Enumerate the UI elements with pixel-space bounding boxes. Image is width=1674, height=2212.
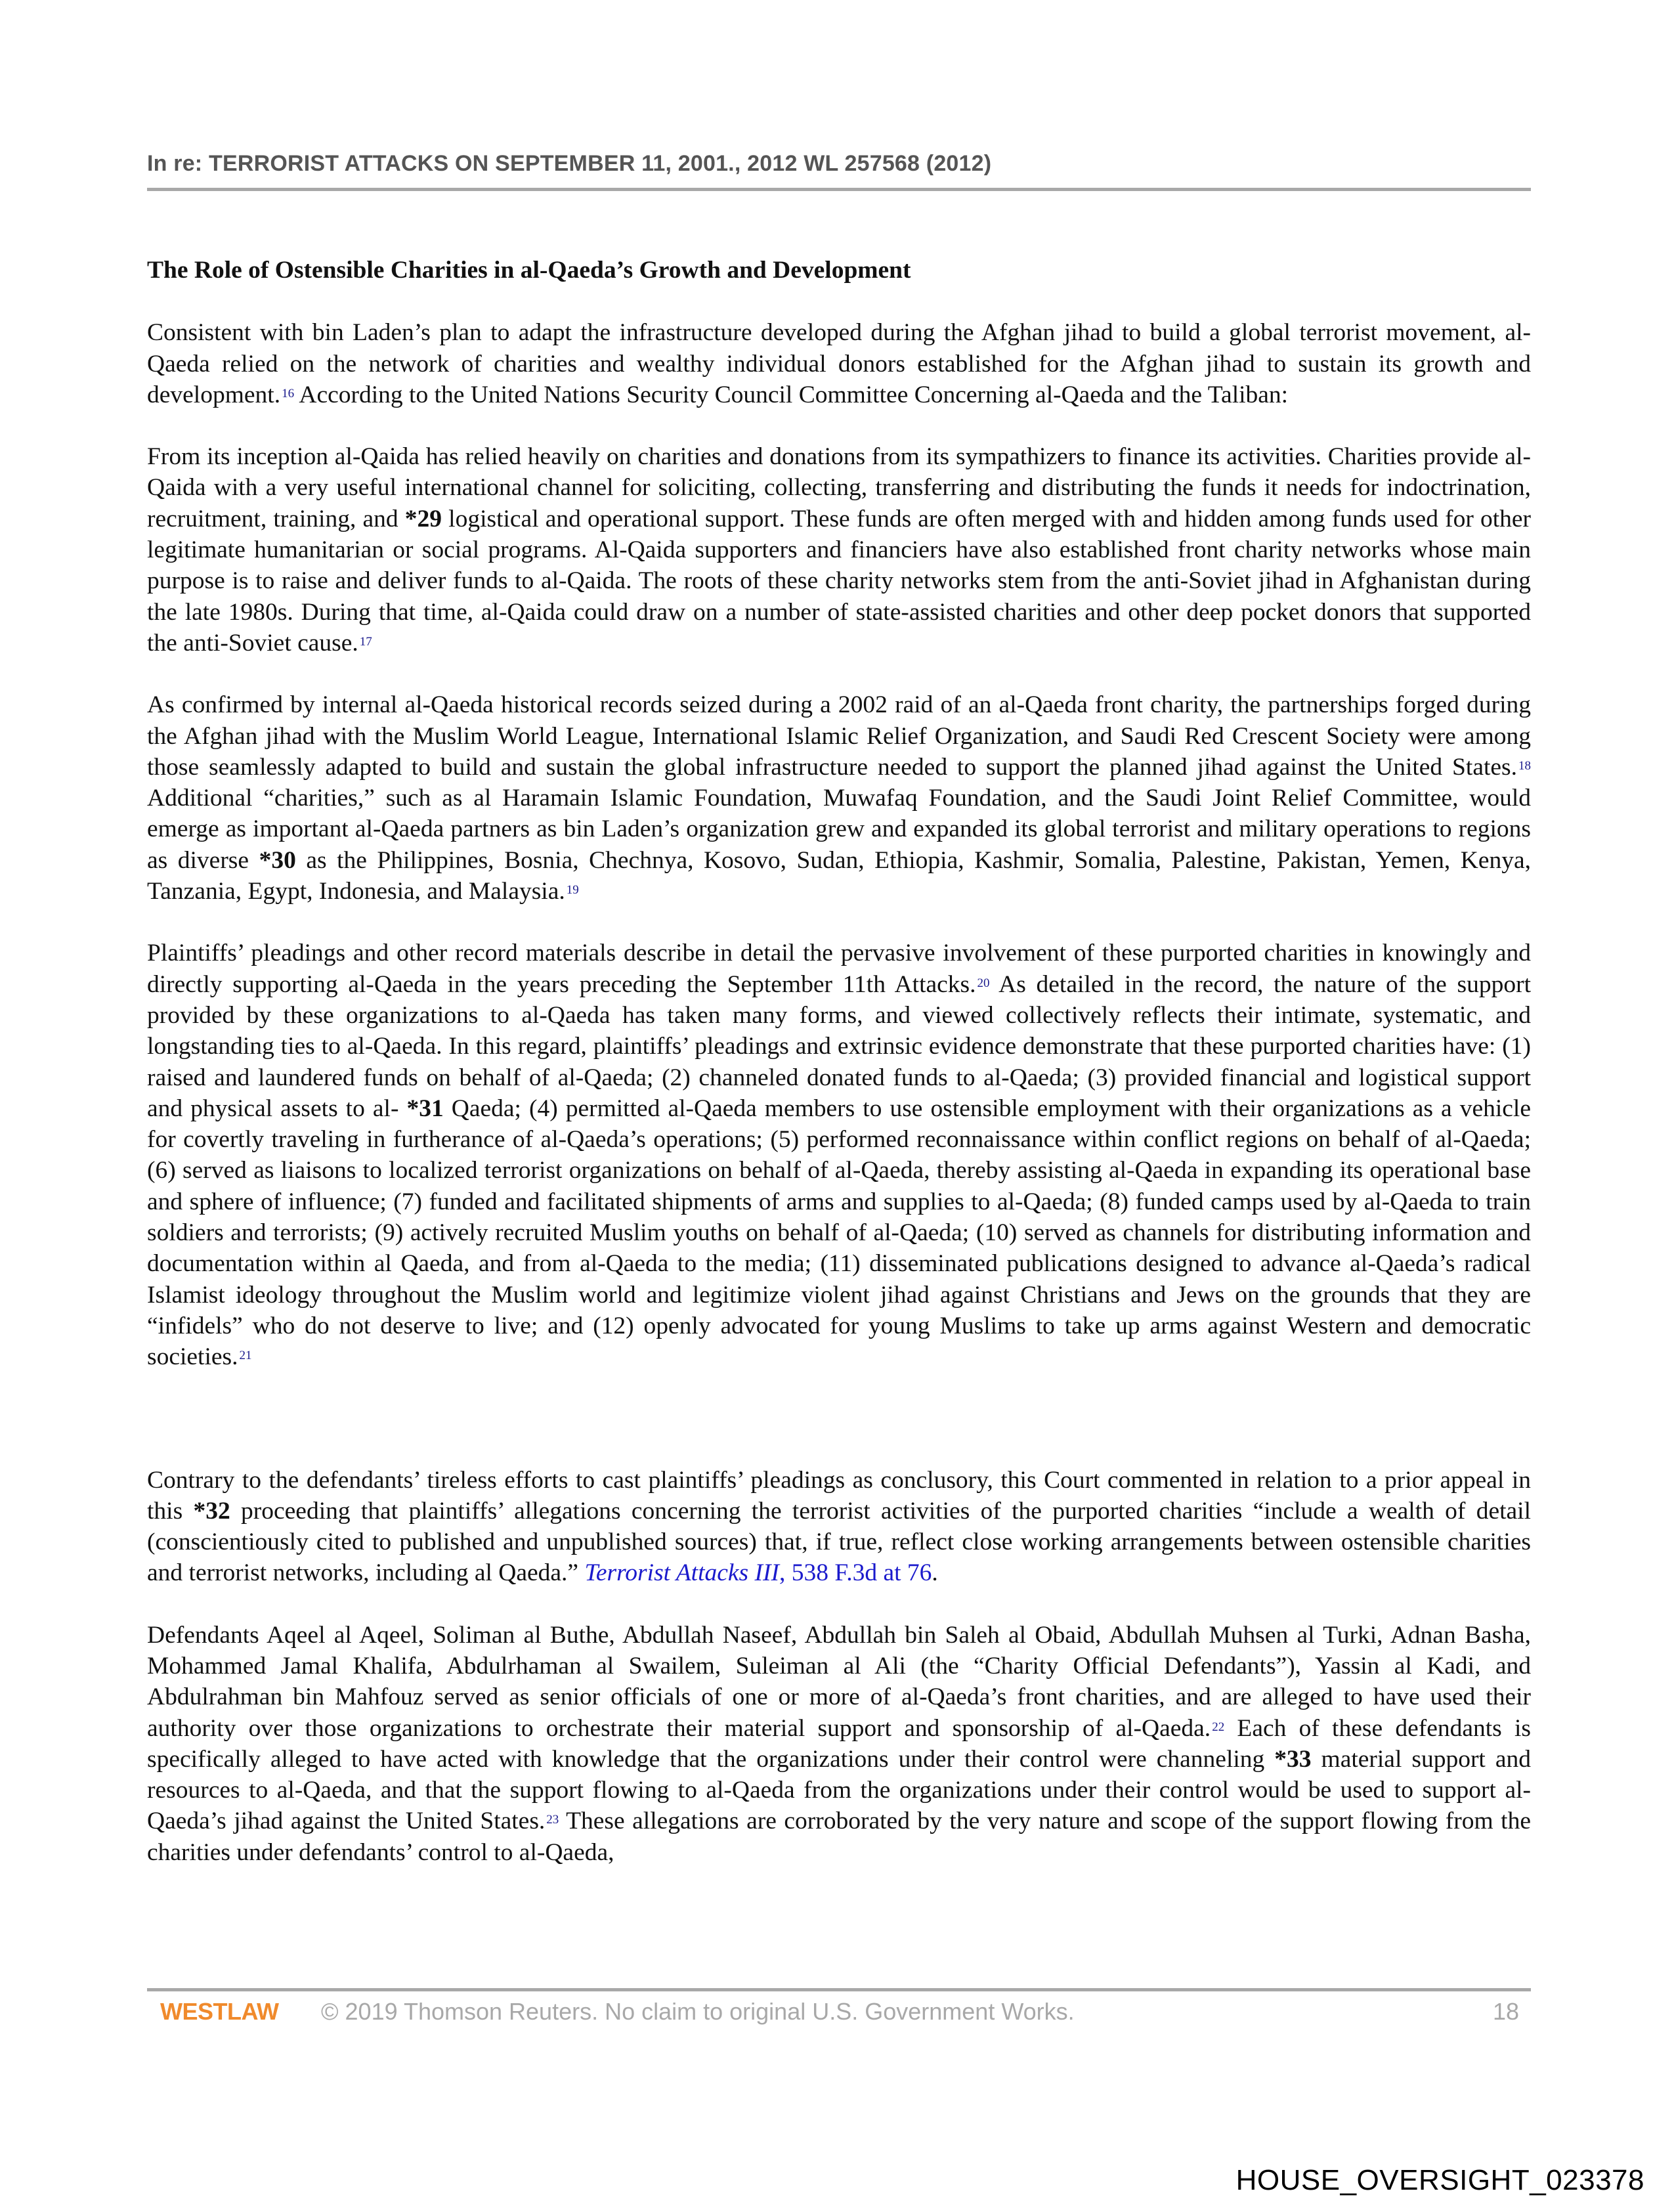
paragraph-3: As confirmed by internal al-Qaeda historical records seized during a 2002 raid of an al-Qaeda front charity, the partnerships forged during the Afghan jihad with the Muslim World League, International Islamic Relief Organization, and Saudi Red Crescent Society were among those seamlessly adapted to build and sustain the global infrastructure needed to support the planned jihad against the United States. $^{18}$ Additional “charities,” such as al Haramain Islamic Foundation, Muwafaq Foundation, and the Saudi Joint Relief Committee, would emerge as important al-Qaeda partners as bin Laden’s organization grew and expanded its global terrorist and military operations to regions as diverse *30 as the Philippines, Bosnia, Chechnya, Kosovo, Sudan, Ethiopia, Kashmir, Somalia, Palestine, Pakistan, Yemen, Kenya, Tanzania, Egypt, Indonesia, and Malaysia. $^{19}$ (147, 691, 1531, 905)
footnote-link-22[interactable]: 22 (1212, 1720, 1225, 1734)
footer-rule (147, 1988, 1531, 1991)
document-body (147, 255, 1531, 1899)
bates-stamp: HOUSE_OVERSIGHT_023378 (1235, 2164, 1644, 2196)
footnote-link-21[interactable]: 21 (239, 1349, 252, 1363)
footnote-link-23[interactable]: 23 (546, 1813, 559, 1827)
footnote-link-16[interactable]: 16 (282, 386, 295, 401)
copyright-notice: © 2019 Thomson Reuters. No claim to original U.S. Government Works. (321, 1998, 1075, 2025)
running-header: In re: TERRORIST ATTACKS ON SEPTEMBER 11, 2001., 2012 WL 257568 (2012) (147, 151, 992, 176)
footnote-link-20[interactable]: 20 (977, 976, 990, 990)
paragraph-5: Contrary to the defendants’ tireless efforts to cast plaintiffs’ pleadings as conclusory, this Court commented in relation to a prior appeal in this *32 proceeding that plaintiffs’ allegations concerning the terrorist activities of the purported charities “include a wealth of detail (conscientiously cited to published and unpublished sources) that, if true, reflect close working arrangements between ostensible charities and terrorist networks, including al Qaeda.” Terrorist Attacks III, 538 F.3d at 76. (147, 1466, 1531, 1587)
paragraph-2-quote: From its inception al-Qaida has relied heavily on charities and donations from its sympathizers to finance its activities. Charities provide al-Qaida with a very useful international channel for soliciting, collecting, transferring and distributing the funds it needs for indoctrination, recruitment, training, and *29 logistical and operational support. These funds are often merged with and hidden among funds used for other legitimate humanitarian or social programs. Al-Qaida supporters and financiers have also established front charity networks whose main purpose is to raise and deliver funds to al-Qaida. The roots of these charity networks stem from the anti-Soviet jihad in Afghanistan during the late 1980s. During that time, al-Qaida could draw on a number of state-assisted charities and other deep pocket donors that supported the anti-Soviet cause. $^{17}$ (147, 443, 1531, 657)
star-page-30: *30 (259, 846, 296, 874)
header-rule (147, 188, 1531, 191)
star-page-32: *32 (193, 1497, 230, 1525)
footnote-link-18[interactable]: 18 (1518, 758, 1531, 773)
citation-link-terrorist-attacks-iii[interactable]: Terrorist Attacks III, 538 F.3d at 76 (584, 1559, 932, 1587)
page-footer (160, 1998, 1519, 2031)
paragraph-4: Plaintiffs’ pleadings and other record materials describe in detail the pervasive involvement of these purported charities in knowingly and directly supporting al-Qaeda in the years preceding the September 11th Attacks. $^{20}$ As detailed in the record, the nature of the support provided by these organizations to al-Qaeda has taken many forms, and viewed collectively reflects their intimate, systematic, and longstanding ties to al-Qaeda. In this regard, plaintiffs’ pleadings and extrinsic evidence demonstrate that these purported charities have: (1) raised and laundered funds on behalf of al-Qaeda; (2) channeled donated funds to al-Qaeda; (3) provided financial and logistical support and physical assets to al- *31 Qaeda; (4) permitted al-Qaeda members to use ostensible employment with their organizations as a vehicle for covertly traveling in furtherance of al-Qaeda’s operations; (5) performed reconnaissance within conflict regions on behalf of al-Qaeda; (6) served as liaisons to localized terrorist organizations on behalf of al-Qaeda, thereby assisting al-Qaeda in expanding its operational base and sphere of influence; (7) funded and facilitated shipments of arms and supplies to al-Qaeda; (8) funded camps used by al-Qaeda to train soldiers and terrorists; (9) actively recruited Muslim youths on behalf of al-Qaeda; (10) served as channels for distributing information and documentation within al Qaeda, and from al-Qaeda to the media; (11) disseminated publications designed to advance al-Qaeda’s radical Islamist ideology throughout the Muslim world and legitimize violent jihad against Christians and Jews on the grounds that they are “infidels” who do not deserve to live; and (12) openly advocated for young Muslims to take up arms against Western and democratic societies. $^{21}$ (147, 940, 1531, 1371)
star-page-31: *31 (406, 1095, 444, 1122)
westlaw-logo: WESTLAW (160, 1998, 279, 2025)
footnote-link-17[interactable]: 17 (359, 634, 372, 649)
star-page-33: *33 (1274, 1745, 1312, 1773)
page-number: 18 (1492, 1998, 1519, 2025)
footnote-link-19[interactable]: 19 (566, 883, 579, 898)
paragraph-1: Consistent with bin Laden’s plan to adapt the infrastructure developed during the Afghan jihad to build a global terrorist movement, al-Qaeda relied on the network of charities and wealthy individual donors established for the Afghan jihad to sustain its growth and development. $^{16}$ According to the United Nations Security Council Committee Concerning al-Qaeda and the Taliban: (147, 319, 1531, 408)
section-title: The Role of Ostensible Charities in al-Qaeda’s Growth and Development (147, 257, 911, 284)
paragraph-6: Defendants Aqeel al Aqeel, Soliman al Buthe, Abdullah Naseef, Abdullah bin Saleh al Obaid, Abdullah Muhsen al Turki, Adnan Basha, Mohammed Jamal Khalifa, Abdulrhaman al Swailem, Suleiman al Ali (the “Charity Official Defendants”), Yassin al Kadi, and Abdulrahman bin Mahfouz served as senior officials of one or more of al-Qaeda’s front charities, and are alleged to have used their authority over those organizations to orchestrate their material support and sponsorship of al-Qaeda. $^{22}$ Each of these defendants is specifically alleged to have acted with knowledge that the organizations under their control were channeling *33 material support and resources to al-Qaeda, and that the support flowing to al-Qaeda from the organizations under their control would be used to support al-Qaeda’s jihad against the United States. $^{23}$ These allegations are corroborated by the very nature and scope of the support flowing from the charities under defendants’ control to al-Qaeda, (147, 1621, 1531, 1866)
star-page-29: *29 (404, 505, 442, 532)
